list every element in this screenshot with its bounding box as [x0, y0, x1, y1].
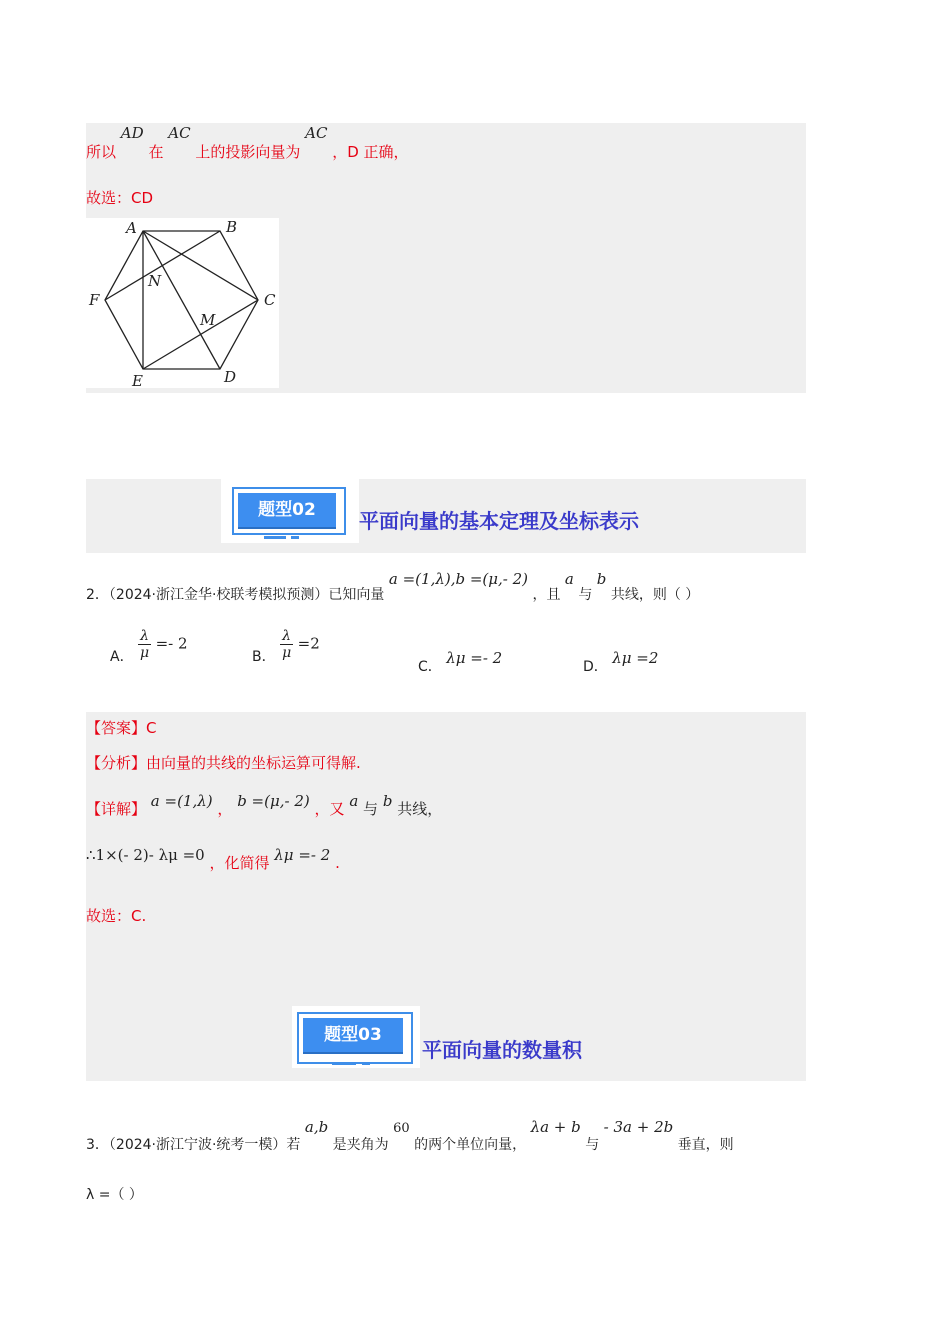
detail-math: b =(μ,- 2): [237, 792, 310, 810]
badge-tick: [264, 536, 286, 539]
label-f: F: [89, 291, 100, 309]
answer-line: [86, 717, 157, 738]
answer-block-2: [86, 712, 806, 932]
calc-text: ，化简得: [209, 854, 270, 872]
badge-02: [221, 479, 359, 543]
calc-result: λμ =- 2: [274, 846, 331, 864]
analysis-line: [86, 752, 361, 773]
option-d[interactable]: [583, 649, 659, 675]
numerator: λ: [138, 628, 151, 645]
label-m: M: [200, 311, 216, 329]
calc-text: .: [335, 854, 340, 872]
detail-line: [86, 790, 443, 818]
stem-text: 是夹角为: [332, 1137, 389, 1153]
text-part: 在: [148, 143, 164, 161]
option-c[interactable]: [418, 649, 503, 675]
question-3-stem: [86, 1118, 734, 1153]
label-n: N: [148, 272, 162, 290]
badge-03: [292, 1006, 420, 1068]
stem-math-ab: a,b: [304, 1118, 329, 1136]
denominator: μ: [282, 645, 292, 661]
detail-var-b: b: [382, 792, 393, 810]
solution-block-1: [86, 123, 806, 393]
vector-ad: AD: [120, 124, 144, 142]
label-a: A: [126, 219, 137, 237]
badge-tick: [291, 536, 299, 539]
stem-text: 的两个单位向量，: [414, 1137, 527, 1153]
section-header-03: [86, 932, 806, 1081]
option-math: =2: [297, 634, 320, 653]
stem-var-b: b: [596, 570, 607, 588]
stem-text: 与: [585, 1137, 600, 1153]
calc-math: ∴1×(- 2)- λμ =0: [86, 846, 205, 864]
detail-tag: 【详解】: [86, 800, 147, 818]
detail-text: ，: [217, 800, 233, 818]
detail-text: ，又: [314, 800, 345, 818]
detail-var-a: a: [349, 792, 359, 810]
fraction: [280, 628, 293, 661]
choose-line: 故选：C.: [86, 907, 147, 925]
stem-angle: 60: [393, 1121, 410, 1136]
stem-text: 与: [578, 587, 593, 603]
option-label: A．: [110, 648, 134, 665]
section-title-03: 平面向量的数量积: [422, 1038, 582, 1062]
option-label: B．: [252, 648, 276, 665]
label-d: D: [224, 368, 237, 386]
analysis-text: 由向量的共线的坐标运算可得解.: [146, 754, 361, 772]
text-part: 所以: [86, 143, 117, 161]
label-b: B: [226, 218, 238, 236]
answer-choice-line: 故选：CD: [86, 189, 154, 207]
label-c: C: [264, 291, 276, 309]
option-label: D．: [583, 659, 608, 675]
numerator: λ: [280, 628, 293, 645]
calc-line: [86, 844, 340, 872]
text-part: 上的投影向量为: [195, 143, 301, 161]
stem-text: ，且: [532, 587, 561, 603]
section-header-02: [86, 479, 806, 553]
detail-text: 共线，: [397, 800, 443, 818]
stem-expr-1: λa + b: [530, 1118, 581, 1136]
detail-text: 与: [363, 800, 379, 818]
badge-tick: [362, 1062, 370, 1065]
stem-text: 3．（2024·浙江宁波·统考一模）若: [86, 1137, 301, 1153]
section-title-02: 平面向量的基本定理及坐标表示: [359, 509, 639, 533]
detail-math: a =(1,λ): [150, 792, 213, 810]
option-a[interactable]: [110, 628, 188, 665]
stem-expr-2: - 3a + 2b: [603, 1118, 674, 1136]
stem-text: 2．（2024·浙江金华·校联考模拟预测）已知向量: [86, 587, 385, 603]
question-3-answer-blank[interactable]: λ =（ ）: [86, 1187, 143, 1203]
analysis-tag: 【分析】: [86, 754, 147, 772]
stem-math: a =(1,λ),b =(μ,- 2): [388, 570, 528, 588]
fraction: [138, 628, 151, 661]
option-math: =- 2: [155, 634, 188, 653]
hexagon-figure: [86, 218, 279, 388]
question-2-stem: [86, 570, 700, 603]
option-label: C．: [418, 659, 442, 675]
projection-line: [86, 124, 409, 161]
badge-label: 题型03: [303, 1018, 403, 1052]
text-part: ，D 正确，: [332, 143, 409, 161]
badge-tick: [332, 1062, 356, 1065]
stem-text: 共线，则（ ）: [610, 587, 700, 603]
option-math: λμ =2: [612, 649, 659, 667]
vector-ac-result: AC: [305, 124, 328, 142]
stem-var-a: a: [564, 570, 574, 588]
option-b[interactable]: [252, 628, 320, 665]
answer-tag: 【答案】: [86, 719, 147, 737]
option-math: λμ =- 2: [446, 649, 503, 667]
denominator: μ: [140, 645, 150, 661]
stem-text: 垂直，则: [677, 1137, 734, 1153]
vector-ac: AC: [168, 124, 191, 142]
badge-label: 题型02: [238, 493, 336, 527]
label-e: E: [132, 372, 143, 388]
answer-value: C: [146, 719, 157, 737]
